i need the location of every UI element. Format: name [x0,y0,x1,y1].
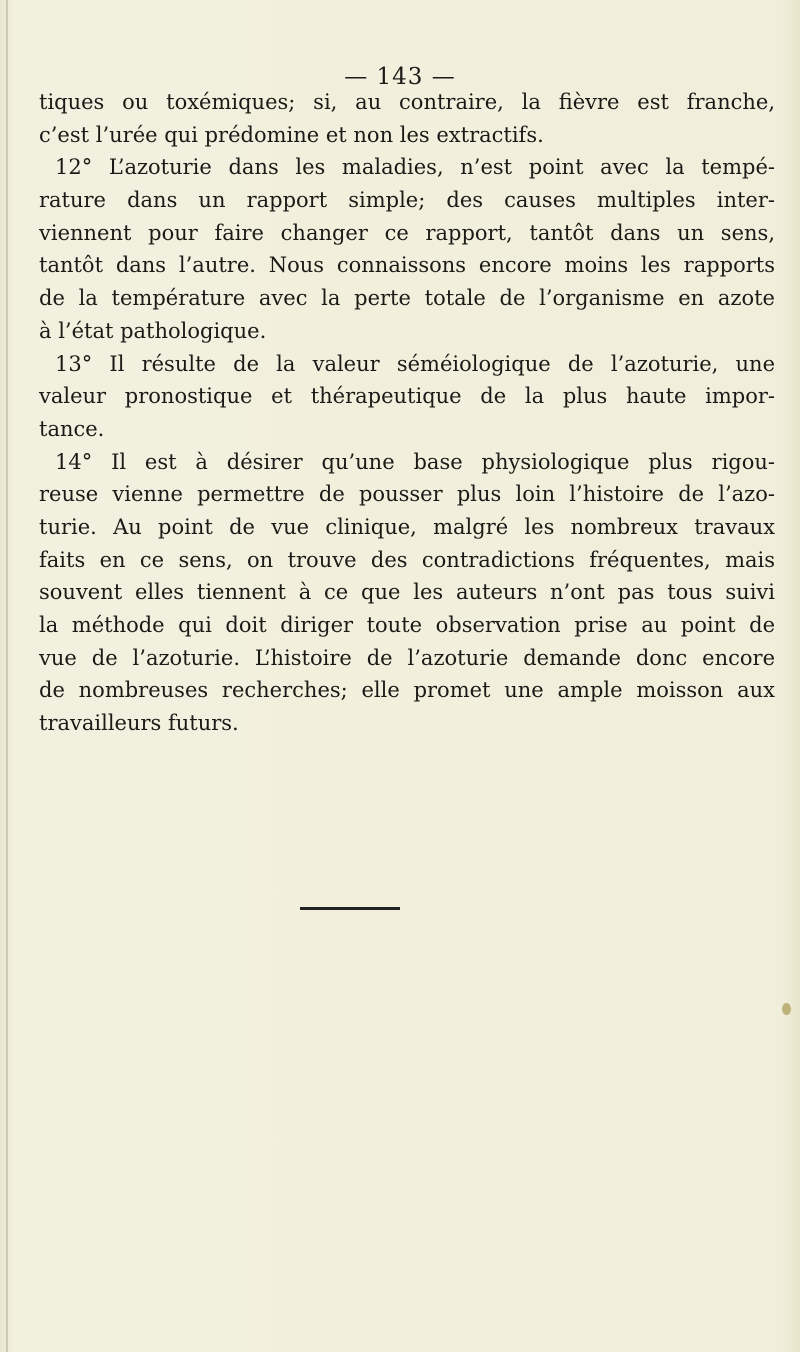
text-line: viennent pour faire changer ce rapport, tantôt dans un sens, [39,220,775,245]
end-rule [300,907,400,910]
text-line: tantôt dans l’autre. Nous connaissons encore moins les rapports [39,253,775,278]
page-gutter [6,0,8,1352]
text-line: 14° Il est à désirer qu’une base physiologique plus rigou- [55,449,775,474]
text-line: valeur pronostique et thérapeutique de la plus haute impor- [39,384,775,409]
text-line: 13° Il résulte de la valeur séméiologique de l’azoturie, une [55,351,775,376]
text-line: la méthode qui doit diriger toute observation prise au point de [39,613,775,637]
page-number: — 143 — [344,64,456,90]
paper-speck [782,1003,791,1015]
body-text [39,86,775,740]
text-line: travailleurs futurs. [39,711,239,736]
text-line: souvent elles tiennent à ce que les auteurs n’ont pas tous suivi [39,580,775,605]
text-line: c’est l’urée qui prédomine et non les extractifs. [39,122,544,147]
text-line: turie. Au point de vue clinique, malgré les nombreux travaux [39,514,775,539]
text-line: rature dans un rapport simple; des causes multiples inter- [39,188,775,213]
text-line: de nombreuses recherches; elle promet une ample moisson aux [39,678,775,703]
text-line: de la température avec la perte totale de l’organisme en azote [39,286,775,311]
text-line: vue de l’azoturie. L’histoire de l’azoturie demande donc encore [39,645,775,670]
text-line: 12° L’azoturie dans les maladies, n’est point avec la tempé- [55,155,775,180]
text-line: reuse vienne permettre de pousser plus loin l’histoire de l’azo- [39,482,775,507]
text-line: à l’état pathologique. [39,318,267,343]
text-line: tiques ou toxémiques; si, au contraire, la fièvre est franche, [39,90,775,114]
text-line: tance. [39,416,105,441]
text-line: faits en ce sens, on trouve des contradictions fréquentes, mais [39,547,775,572]
